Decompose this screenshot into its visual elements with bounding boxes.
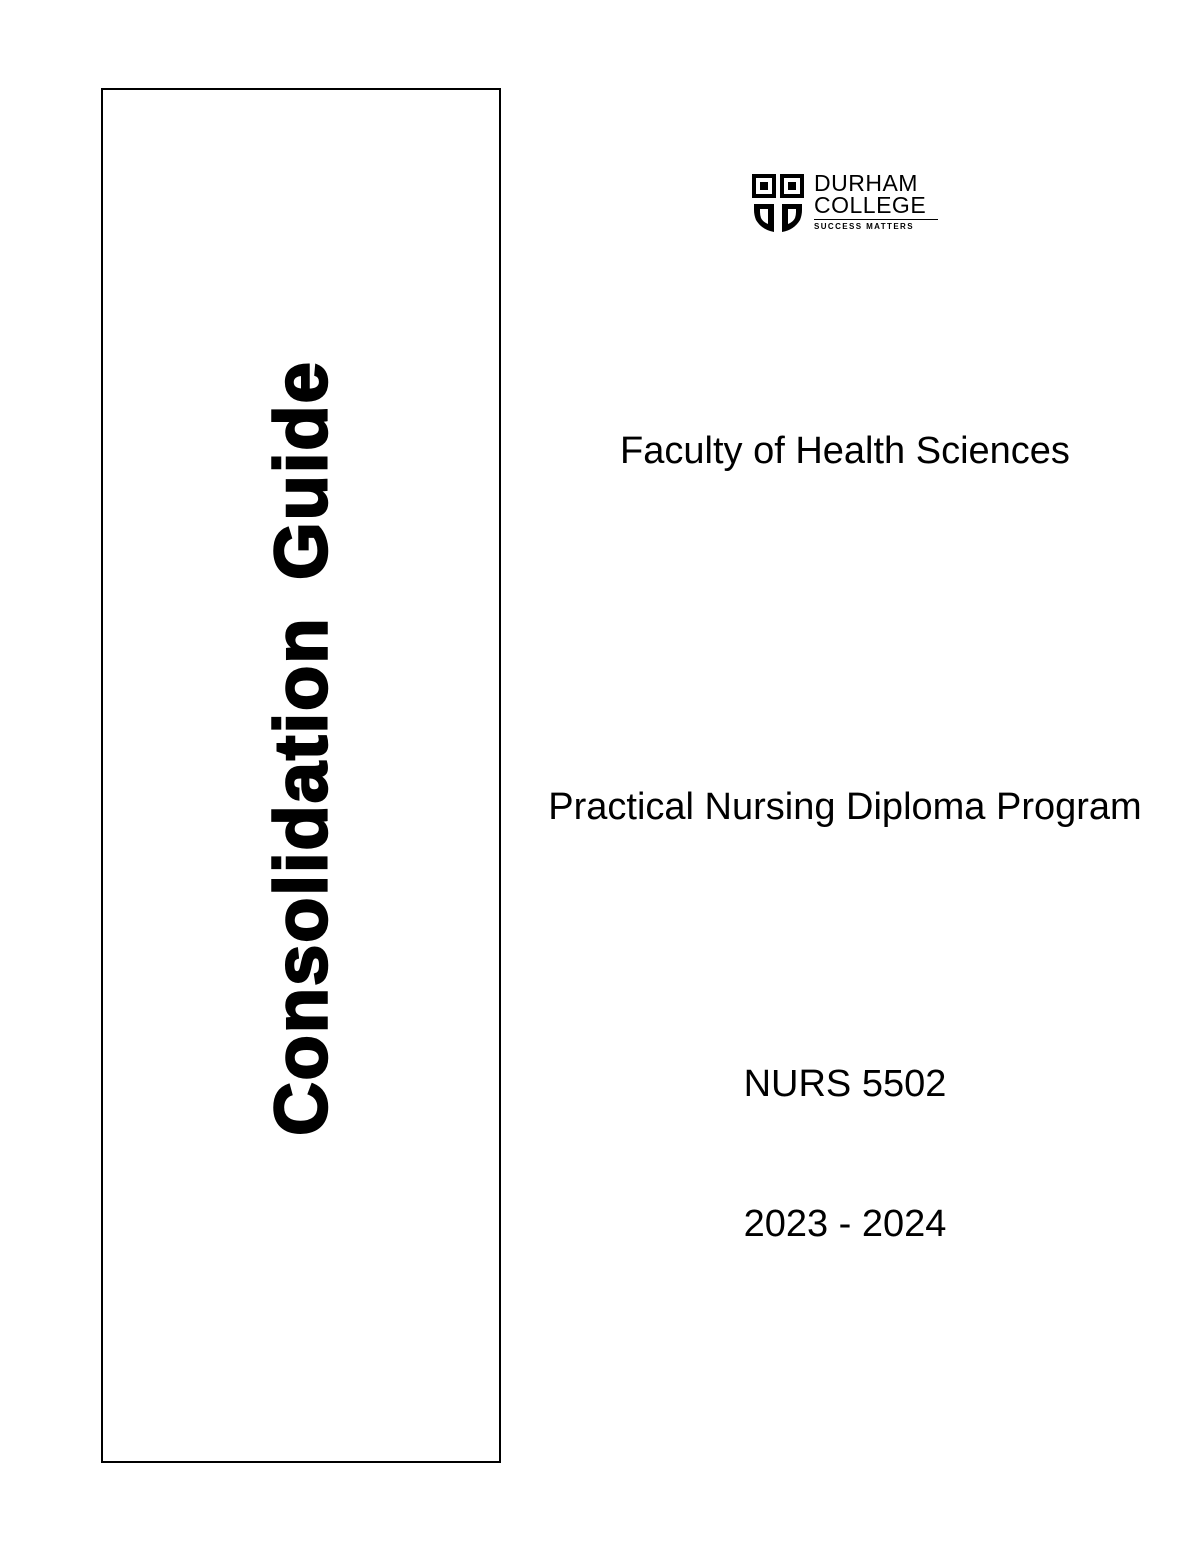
logo-line-college: COLLEGE xyxy=(814,192,927,218)
consolidation-guide-title: Consolidation Guide xyxy=(259,360,343,1136)
title-sidebar-box xyxy=(101,88,501,1463)
course-code: NURS 5502 xyxy=(743,1063,947,1105)
logo-line-durham: DURHAM xyxy=(814,170,918,196)
logo-tagline: SUCCESS MATTERS xyxy=(814,222,914,231)
faculty-heading: Faculty of Health Sciences xyxy=(620,430,1070,472)
logo-wordmark xyxy=(814,172,926,231)
academic-year: 2023 - 2024 xyxy=(743,1203,947,1245)
durham-college-shield-icon xyxy=(752,174,804,236)
logo-divider xyxy=(814,219,938,220)
durham-college-logo xyxy=(752,172,942,238)
program-heading: Practical Nursing Diploma Program xyxy=(548,786,1142,828)
